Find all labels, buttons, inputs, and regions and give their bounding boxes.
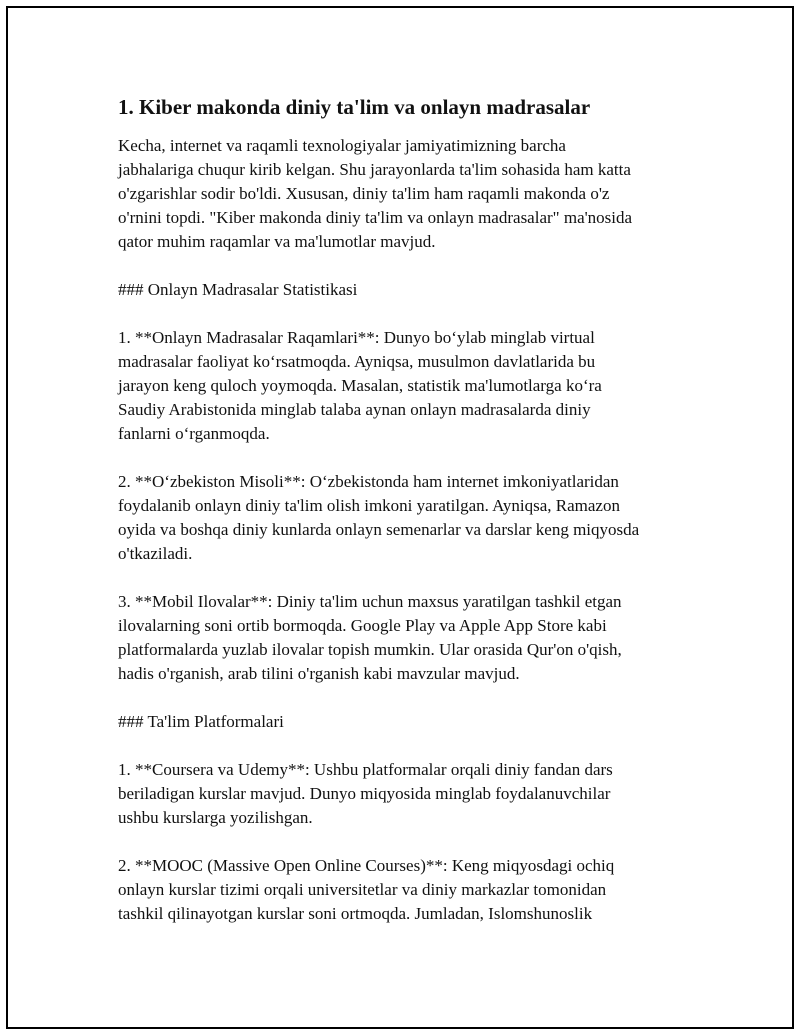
list-item-mobile-apps: 3. **Mobil Ilovalar**: Diniy ta'lim uchun maxsus yaratilgan tashkil etgan ilovalarning soni ortib bormoqda. Google Play va Apple App Store kabi platformalarda yuzlab ilovalar topish mumkin. Ular orasida Qur'on o'qish, hadis o'rganish, arab tilini o'rganish kabi mavzular mavjud. xyxy=(118,592,622,683)
list-item-coursera-udemy: 1. **Coursera va Udemy**: Ushbu platformalar orqali diniy fandan dars beriladigan kurslar mavjud. Dunyo miqyosida minglab foydalanuvchilar ushbu kurslarga yozilishgan. xyxy=(118,760,613,827)
document-title: 1. Kiber makonda diniy ta'lim va onlayn madrasalar xyxy=(118,95,591,119)
list-item-online-madrasas: 1. **Onlayn Madrasalar Raqamlari**: Dunyo bo‘ylab minglab virtual madrasalar faoliyat ko‘rsatmoqda. Ayniqsa, musulmon davlatlarida bu jarayon keng quloch yoymoqda. Masalan, statistik ma'lumotlarga ko‘ra Saudiy Arabistonida minglab talaba aynan onlayn madrasalarda diniy fanlarni o‘rganmoqda. xyxy=(118,328,602,443)
intro-paragraph: Kecha, internet va raqamli texnologiyalar jamiyatimizning barcha jabhalariga chuqur kirib kelgan. Shu jarayonlarda ta'lim sohasida ham katta o'zgarishlar sodir bo'ldi. Xususan, diniy ta'lim ham raqamli makonda o'z o'rnini topdi. "Kiber makonda diniy ta'lim va onlayn madrasalar" ma'nosida qator muhim raqamlar va ma'lumotlar mavjud. xyxy=(118,136,633,251)
document-body xyxy=(118,93,684,950)
list-item-uzbekistan-example: 2. **O‘zbekiston Misoli**: O‘zbekistonda ham internet imkoniyatlaridan foydalanib onlayn diniy ta'lim olish imkoni yaratilgan. Ayniqsa, Ramazon oyida va boshqa diniy kunlarda onlayn semenarlar va darslar keng miqyosda o'tkaziladi. xyxy=(118,472,640,563)
section-heading-platforms: ### Ta'lim Platformalari xyxy=(118,712,284,731)
section-heading-statistics: ### Onlayn Madrasalar Statistikasi xyxy=(118,280,358,299)
list-item-mooc: 2. **MOOC (Massive Open Online Courses)**: Keng miqyosdagi ochiq onlayn kurslar tizimi orqali universitetlar va diniy markazlar tomonidan tashkil qilinayotgan kurslar soni ortmoqda. Jumladan, Islomshunoslik xyxy=(118,856,615,923)
